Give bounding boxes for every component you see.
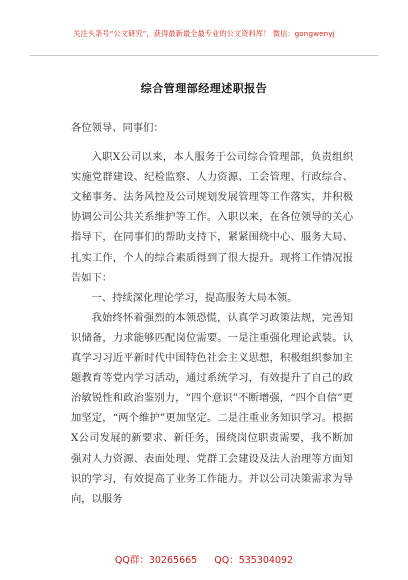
- footer-contact: [0, 552, 408, 566]
- footer-qq: QQ：535304092: [214, 555, 294, 566]
- salutation: 各位领导、同事们：: [71, 122, 164, 134]
- body-paragraph-2: 我始终怀着强烈的本领恐慌，认真学习政策法规，完善知识储备，力求能够匹配岗位需要。一是注重强化理论武装。认真学习习近平新时代中国特色社会主义思想，积极组织参加主题教育等党内学习活动，通过系统学习，有效提升了自己的政治敏锐性和政治鉴别力，“四个意识”不断增强，“四个自信”更加坚定，“两个维护”更加坚定。二是注重业务知识学习。根据X公司发展的新要求、新任务，围绕岗位职责需要，我不断加强对人力资源、表面处理、党群工会建设及法人治理等方面知识的学习，有效提高了业务工作能力。并以公司决策需求为导向，以服务: [71, 311, 353, 505]
- header-banner: 关注头条号“公文研究”，获得最新最全最专业的公文资料库！ 微信：gongwenyj: [30, 12, 378, 56]
- document-body: [71, 118, 353, 509]
- document-title: 综合管理部经理述职报告: [140, 82, 268, 95]
- body-paragraph-1: 入职X公司以来，本人服务于公司综合管理部，负责组织实施党群建设、纪检监察、人力资源、工会管理、行政综合、文秘事务、法务风控及公司规划发展管理等工作落实，并积极协调公司公共关系维护等工作。入职以来，在各位领导的关心指导下，在同事们的帮助支持下，紧紧围绕中心、服务大局、扎实工作，个人的综合素质得到了很大提升。现将工作情况报告如下：: [71, 151, 353, 284]
- footer-qq-group: QQ群：30265665: [114, 555, 198, 566]
- section-heading-1: 一、持续深化理论学习，提高服务大局本领。: [91, 291, 298, 304]
